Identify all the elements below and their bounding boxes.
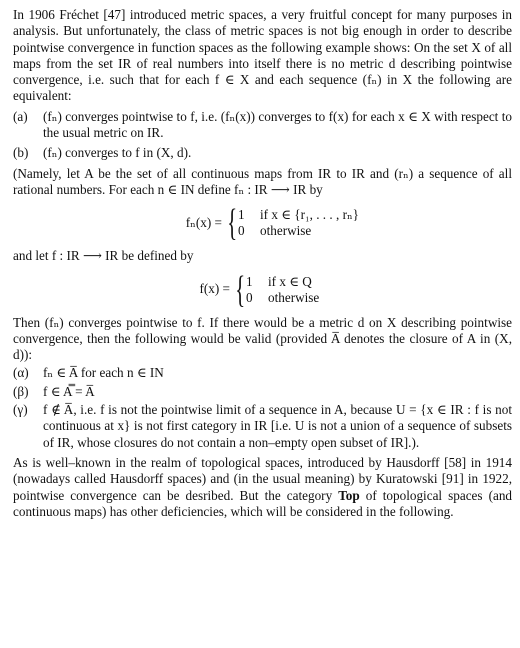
equation-lhs: fₙ(x) = — [185, 215, 222, 231]
case-value: 1 — [246, 273, 253, 289]
closing-text-pre: As is well–known in the realm of topological spaces, introduced by Hausdorff [58] in 1914 (nowadays called Hausdorff spaces) and (in the usual meaning) by Kuratowski [91] in 1922, pointwise convergence can be desribed. But the category — [13, 454, 512, 503]
case-value: 1 — [238, 207, 245, 223]
list-item-alpha — [13, 365, 512, 381]
case-condition: otherwise — [268, 289, 320, 305]
list-item-beta — [13, 384, 512, 400]
case-value: 0 — [238, 223, 245, 239]
list-item-text: f ∉ A̅, i.e. f is not the pointwise limit of a sequence in A, because U = {x ∈ IR : f is not continuous at x} is not first category in IR [i.e. U is not a union of a sequence of subsets of IR, whose closures do not contain a non–empty open subset of IR].). — [43, 402, 512, 450]
list-item-label: (γ) — [13, 402, 28, 418]
case-condition: if x ∈ {r₁, . . . , rₙ} — [260, 207, 360, 223]
list-item-gamma — [13, 402, 512, 451]
paragraph-define-f: and let f : IR ⟶ IR be defined by — [13, 248, 194, 264]
paragraph-consequence: Then (fₙ) converges pointwise to f. If there would be a metric d on X describing pointwise convergence, then the following would be valid (provided A̅ denotes the closure of A in (X, d)): — [13, 314, 512, 363]
case-row — [246, 290, 319, 306]
case-value: 0 — [246, 289, 253, 305]
paragraph-example: (Namely, let A be the set of all continuous maps from IR to IR and (rₙ) a sequence of all rational numbers. For each n ∈ IN define fₙ : IR ⟶ IR by — [13, 165, 512, 197]
closing-text-post: of topological spaces (and continuous maps) has other deficiencies, which will be considered in the following. — [13, 487, 513, 519]
category-name: Top — [338, 487, 360, 503]
paragraph-closing — [13, 455, 512, 520]
list-item-text: fₙ ∈ A̅ for each n ∈ IN — [43, 365, 164, 381]
case-condition: if x ∈ Q — [268, 273, 312, 289]
case-row — [246, 274, 319, 290]
list-item-label: (b) — [13, 145, 29, 161]
list-item-a — [13, 109, 512, 142]
left-brace: { — [235, 268, 246, 311]
equation-cases — [238, 207, 359, 239]
case-condition: otherwise — [260, 223, 312, 239]
equation-lhs: f(x) = — [199, 281, 230, 297]
list-item-text: (fₙ) converges to f in (X, d). — [43, 145, 192, 161]
list-item-label: (α) — [13, 365, 29, 381]
case-row — [238, 207, 359, 223]
list-item-text: (fₙ) converges pointwise to f, i.e. (fₙ(x)) converges to f(x) for each x ∈ X with respect to the usual metric on IR. — [43, 108, 512, 141]
equation-f — [13, 268, 512, 311]
left-brace: { — [227, 202, 238, 245]
paragraph-intro: In 1906 Fréchet [47] introduced metric spaces, a very fruitful concept for many purposes in analysis. But unfortunately, the class of metric spaces is not big enough in order to describe pointwise convergence in function spaces as the following example shows: On the set X of all maps from the set IR of real numbers into itself there is no metric d describing pointwise convergence, i.e. such that for each f ∈ X and each sequence (fₙ) in X the following are equivalent: — [13, 7, 512, 104]
list-item-text: f ∈ A̿ = A̅ — [43, 383, 95, 399]
equation-cases — [246, 274, 319, 306]
list-item-label: (β) — [13, 383, 29, 399]
equation-fn — [13, 202, 512, 245]
case-row — [238, 223, 359, 239]
list-item-label: (a) — [13, 108, 28, 124]
list-item-b — [13, 145, 512, 161]
